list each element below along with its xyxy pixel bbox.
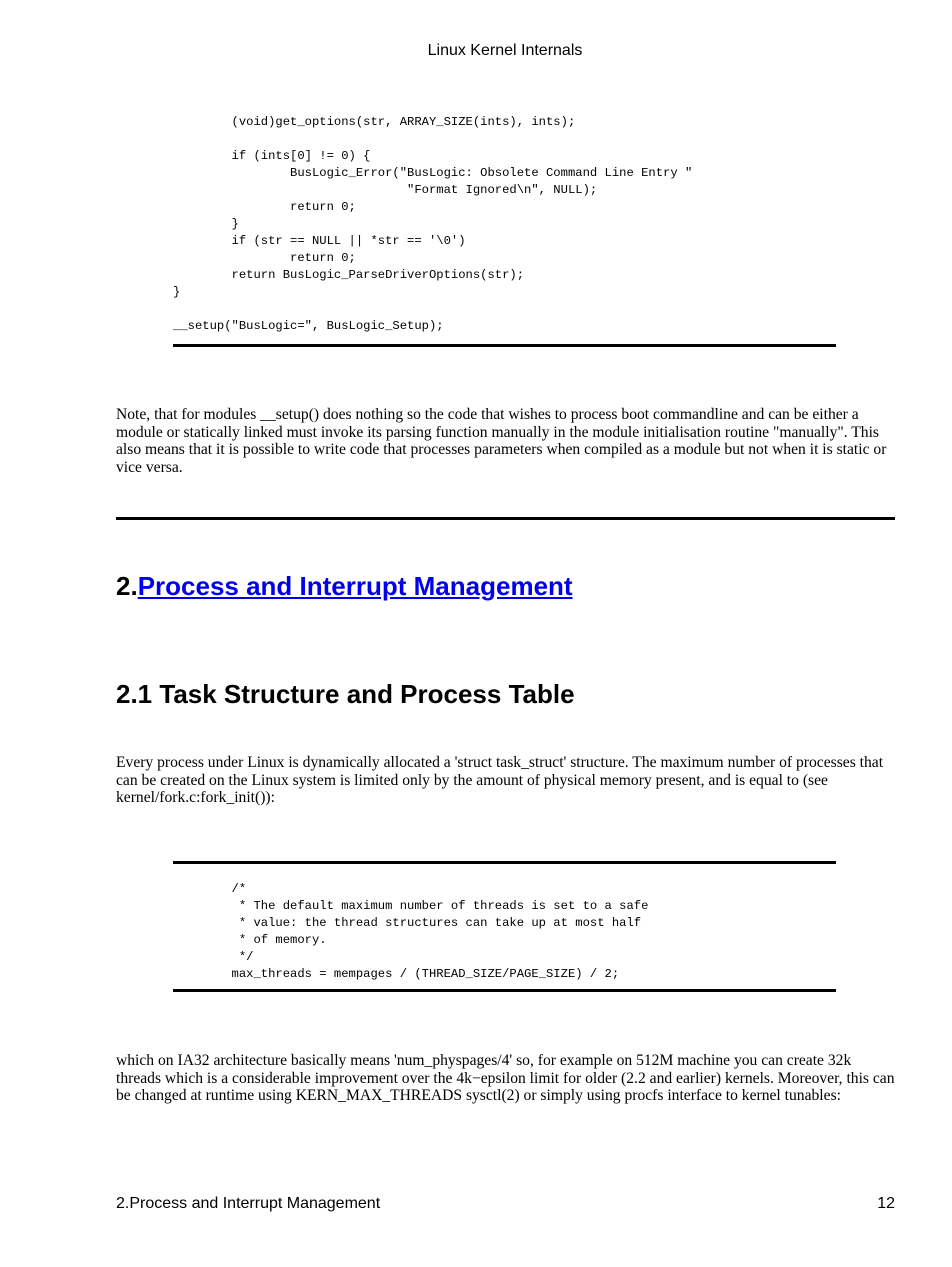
section-number: 2. (116, 571, 138, 601)
section-title-link[interactable]: Process and Interrupt Management (137, 571, 573, 601)
footer-chapter: 2.Process and Interrupt Management (116, 1195, 381, 1212)
code-block-bottom-rule (173, 344, 836, 347)
code-block-top-rule (173, 861, 836, 864)
running-header: Linux Kernel Internals (427, 42, 583, 59)
code-block-bottom-rule-2 (173, 989, 836, 992)
section-divider (116, 517, 895, 520)
code-block-max-threads: /* * The default maximum number of threads is set to a safe * value: the thread structures can take up at most half * of memory. */ max_threads = mempages / (THREAD_SIZE/PAGE_SIZE) / 2; (231, 882, 649, 981)
subsection-heading: 2.1 Task Structure and Process Table (116, 679, 575, 709)
note-paragraph: Note, that for modules __setup() does nothing so the code that wishes to process boot commandline and can be either a module or statically linked must invoke its parsing function manually in the module initialisation routine "manually". This also means that it is possible to write code that processes parameters when compiled as a module but not when it is static or vice versa. (116, 406, 887, 476)
section-heading (116, 571, 573, 602)
footer-page-number: 12 (877, 1195, 895, 1212)
intro-paragraph: Every process under Linux is dynamically allocated a 'struct task_struct' structure. The maximum number of processes that can be created on the Linux system is limited only by the amount of physical memory present, and is equal to (see kernel/fork.c:fork_init()): (116, 754, 884, 806)
code-block-buslogic: (void)get_options(str, ARRAY_SIZE(ints), ints); if (ints[0] != 0) { BusLogic_Error("BusLogic: Obsolete Command Line Entry " "Format Ignored\n", NULL); return 0; } if (str == NULL || *str == '\0') return 0; return BusLogic_ParseDriverOptions(str); } __setup("BusLogic=", BusLogic_Setup); (173, 115, 693, 333)
closing-paragraph: which on IA32 architecture basically means 'num_physpages/4' so, for example on 512M machine you can create 32k threads which is a considerable improvement over the 4k−epsilon limit for older (2.2 and earlier) kernels. Moreover, this can be changed at runtime using KERN_MAX_THREADS sysctl(2) or simply using procfs interface to kernel tunables: (116, 1052, 895, 1104)
